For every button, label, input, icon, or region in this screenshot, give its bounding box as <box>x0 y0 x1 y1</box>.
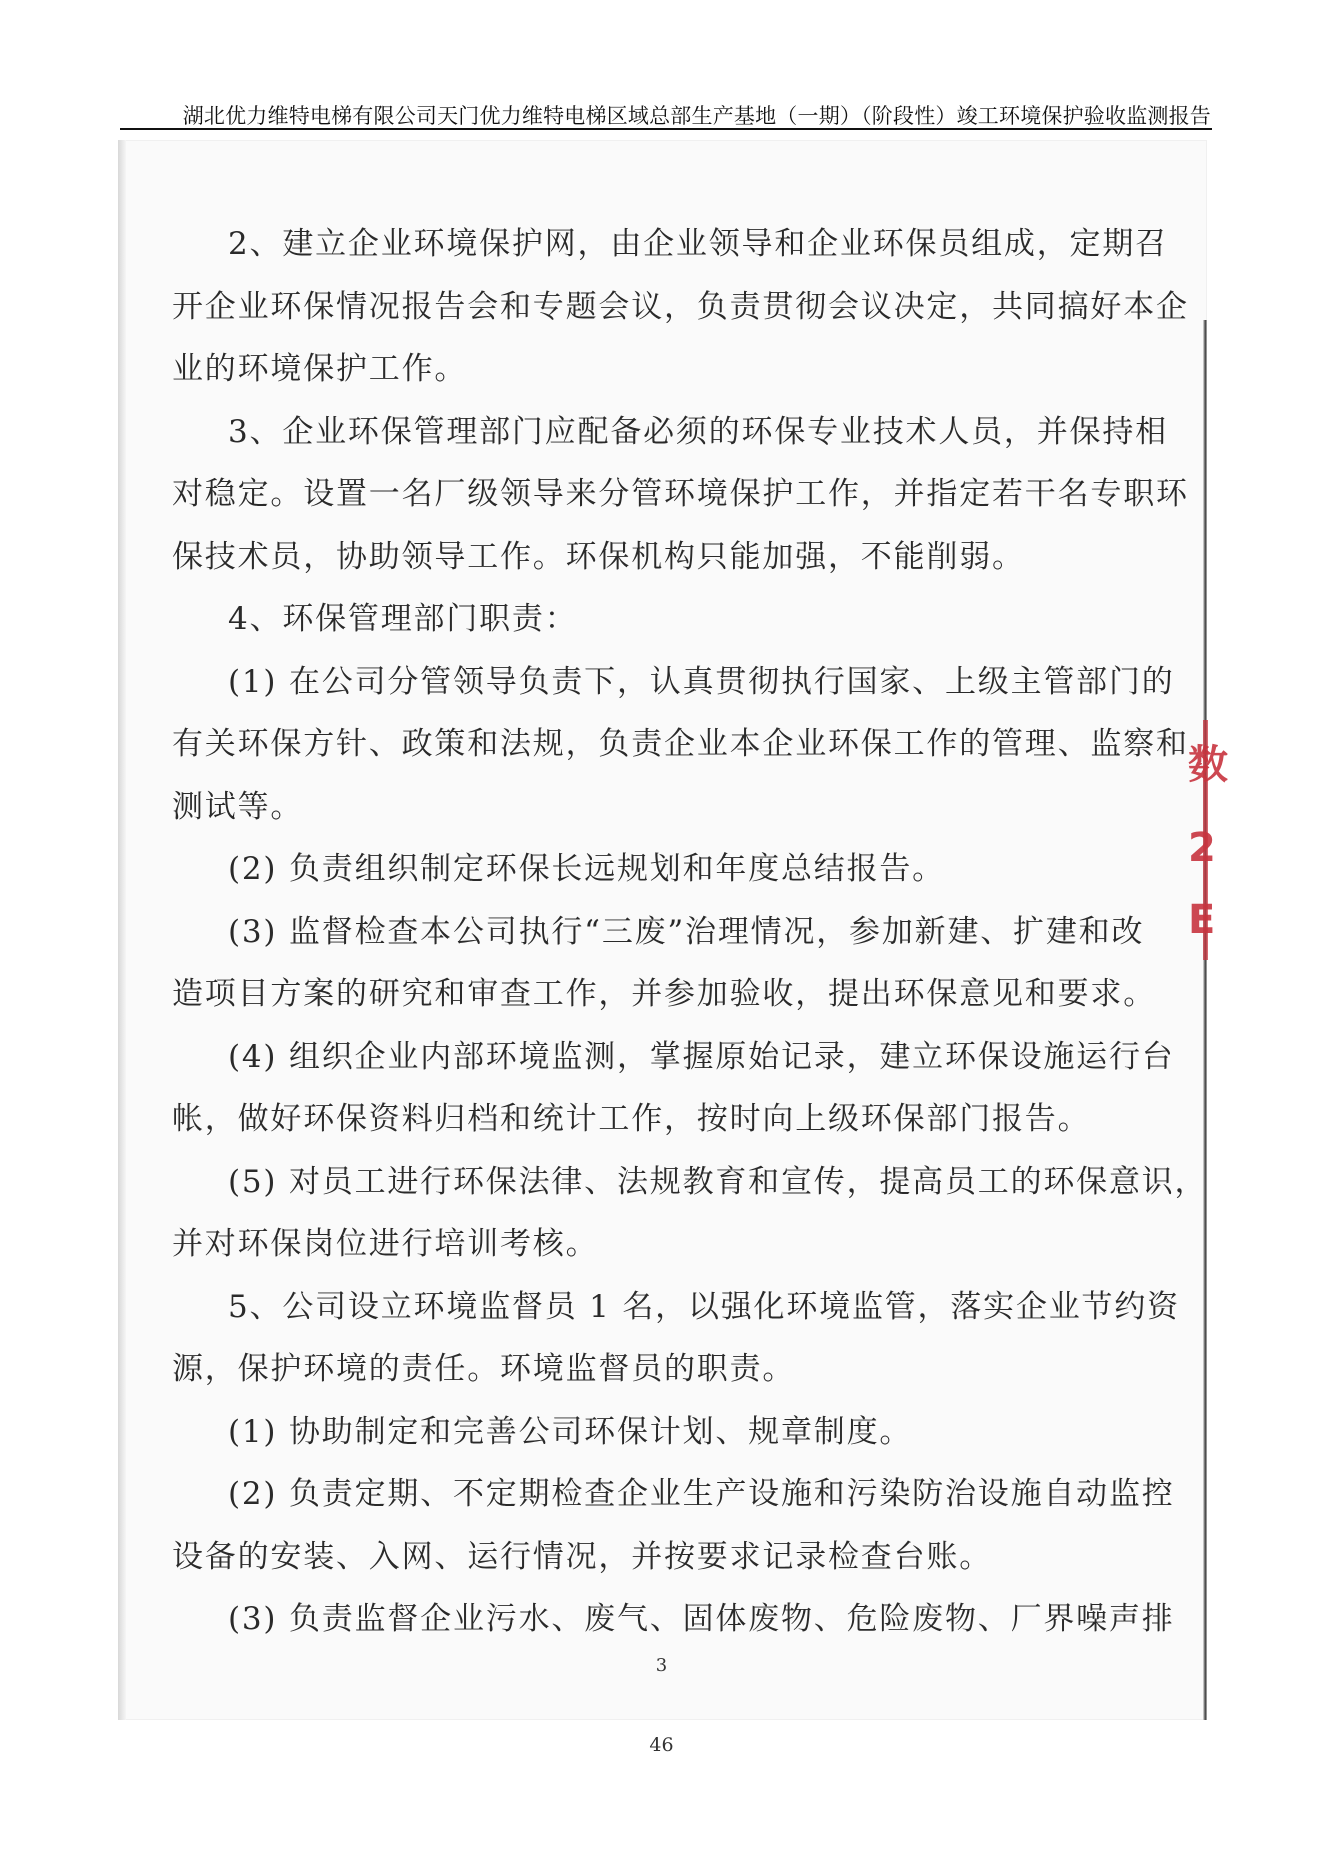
inner-page-number: 3 <box>655 1655 668 1676</box>
text-line: (3) 负责监督企业污水、废气、固体废物、危险废物、厂界噪声排 <box>228 1601 1175 1637</box>
text-line: (4) 组织企业内部环境监测，掌握原始记录，建立环保设施运行台 <box>228 1039 1175 1075</box>
text-line: 2、建立企业环境保护网，由企业领导和企业环保员组成，定期召 <box>228 226 1168 262</box>
text-line: (1) 协助制定和完善公司环保计划、规章制度。 <box>228 1414 913 1450</box>
text-line: 造项目方案的研究和审查工作，并参加验收，提出环保意见和要求。 <box>172 976 1156 1012</box>
text-line: 测试等。 <box>172 789 304 825</box>
text-line: 源，保护环境的责任。环境监督员的职责。 <box>172 1351 796 1387</box>
text-line: (3) 监督检查本公司执行“三废”治理情况，参加新建、扩建和改 <box>228 914 1145 950</box>
text-line: 4、环保管理部门职责： <box>228 601 578 637</box>
text-line: 5、公司设立环境监督员 1 名，以强化环境监管，落实企业节约资 <box>228 1289 1180 1325</box>
seal-char-3: E <box>1188 897 1216 943</box>
text-line: (1) 在公司分管领导负责下，认真贯彻执行国家、上级主管部门的 <box>228 664 1175 700</box>
seal-char-1: 数 <box>1188 742 1228 788</box>
seal-char-2: 2 <box>1188 825 1216 871</box>
text-line: 开企业环保情况报告会和专题会议，负责贯彻会议决定，共同搞好本企 <box>172 289 1189 325</box>
page-header-title: 湖北优力维特电梯有限公司天门优力维特电梯区域总部生产基地（一期）（阶段性）竣工环境保护验收监测报告 <box>182 104 1211 128</box>
text-line: 保技术员，协助领导工作。环保机构只能加强，不能削弱。 <box>172 539 1025 575</box>
text-line: 业的环境保护工作。 <box>172 351 468 387</box>
text-line: 设备的安装、入网、运行情况，并按要求记录检查台账。 <box>172 1539 992 1575</box>
text-line: 有关环保方针、政策和法规，负责企业本企业环保工作的管理、监察和 <box>172 726 1189 762</box>
text-line: 并对环保岗位进行培训考核。 <box>172 1226 599 1262</box>
header-rule <box>120 128 1212 130</box>
text-line: (2) 负责组织制定环保长远规划和年度总结报告。 <box>228 851 945 887</box>
document-page-number: 46 <box>649 1734 674 1756</box>
text-line: 帐，做好环保资料归档和统计工作，按时向上级环保部门报告。 <box>172 1101 1091 1137</box>
text-line: (2) 负责定期、不定期检查企业生产设施和污染防治设施自动监控 <box>228 1476 1175 1512</box>
text-line: (5) 对员工进行环保法律、法规教育和宣传，提高员工的环保意识， <box>228 1164 1208 1200</box>
text-line: 3、企业环保管理部门应配备必须的环保专业技术人员，并保持相 <box>228 414 1168 450</box>
scan-right-edge <box>1203 320 1207 1720</box>
scan-left-shadow <box>118 140 126 1720</box>
text-line: 对稳定。设置一名厂级领导来分管环境保护工作，并指定若干名专职环 <box>172 476 1189 512</box>
